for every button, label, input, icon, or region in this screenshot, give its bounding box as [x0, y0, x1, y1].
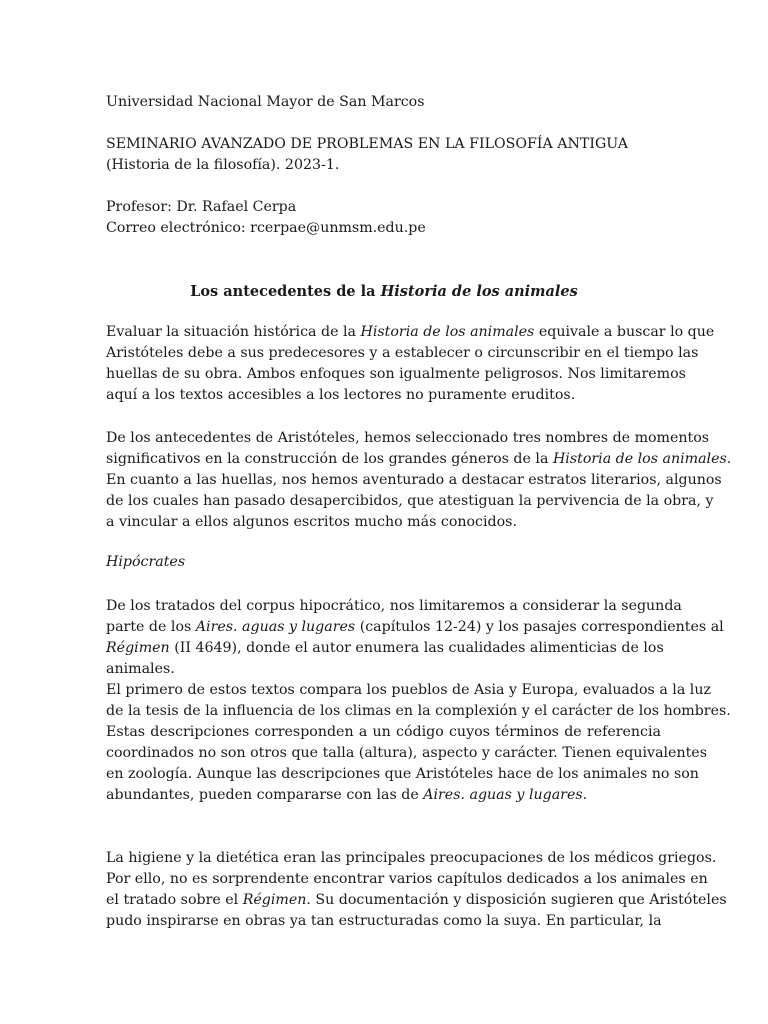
university-name: Universidad Nacional Mayor de San Marcos: [106, 94, 425, 110]
paragraph-2: [106, 428, 732, 533]
section-paragraph-2: [106, 680, 731, 806]
section-heading: Hipócrates: [106, 554, 186, 570]
text-line: coordinados no son otros que talla (altura), aspecto y carácter. Tienen equivalentes: [106, 745, 707, 761]
text-line: De los tratados del corpus hipocrático, nos limitaremos a considerar la segunda: [106, 598, 682, 614]
title-prefix: Los antecedentes de la: [190, 283, 381, 300]
italic-title-ref: Régimen: [242, 892, 307, 908]
text-line: Evaluar la situación histórica de la Historia de los animales equivale a buscar lo que: [106, 324, 715, 340]
text-line: Régimen (II 4649), donde el autor enumera las cualidades alimenticias de los: [106, 640, 664, 656]
text-line: pudo inspirarse en obras ya tan estructuradas como la suya. En particular, la: [106, 913, 662, 929]
text-line: Estas descripciones corresponden a un código cuyos términos de referencia: [106, 724, 661, 740]
text-line: animales.: [106, 661, 175, 677]
section-paragraph-3: [106, 848, 727, 932]
course-line: (Historia de la filosofía). 2023-1.: [106, 157, 340, 173]
italic-title-ref: Historia de los animales: [360, 324, 535, 340]
italic-title-ref: Aires. aguas y lugares: [195, 619, 356, 635]
text-line: de los cuales han pasado desapercibidos, que atestiguan la pervivencia de la obra, y: [106, 493, 714, 509]
text-line: En cuanto a las huellas, nos hemos aventurado a destacar estratos literarios, algunos: [106, 472, 722, 488]
seminar-name: SEMINARIO AVANZADO DE PROBLEMAS EN LA FILOSOFÍA ANTIGUA: [106, 136, 629, 152]
text-line: aquí a los textos accesibles a los lectores no puramente eruditos.: [106, 387, 576, 403]
document-title: [0, 281, 768, 302]
italic-title-ref: Régimen: [106, 640, 170, 656]
text-line: De los antecedentes de Aristóteles, hemos seleccionado tres nombres de momentos: [106, 430, 710, 446]
text-line: abundantes, pueden compararse con las de Aires. aguas y lugares.: [106, 787, 588, 803]
text-line: a vincular a ellos algunos escritos mucho más conocidos.: [106, 514, 517, 530]
text-line: El primero de estos textos compara los pueblos de Asia y Europa, evaluados a la luz: [106, 682, 711, 698]
text-line: Por ello, no es sorprendente encontrar varios capítulos dedicados a los animales en: [106, 871, 708, 887]
text-line: el tratado sobre el Régimen. Su documentación y disposición sugieren que Aristóteles: [106, 892, 727, 908]
professor-line: Profesor: Dr. Rafael Cerpa: [106, 199, 297, 215]
text-line: de la tesis de la influencia de los climas en la complexión y el carácter de los hombres.: [106, 703, 731, 719]
paragraph-1: [106, 322, 715, 406]
italic-title-ref: Aires. aguas y lugares: [423, 787, 583, 803]
italic-title-ref: Historia de los animales: [552, 451, 727, 467]
text-line: La higiene y la dietética eran las principales preocupaciones de los médicos griegos.: [106, 850, 717, 866]
title-italic: Historia de los animales: [380, 283, 578, 300]
email-line: Correo electrónico: rcerpae@unmsm.edu.pe: [106, 220, 426, 236]
text-line: huellas de su obra. Ambos enfoques son igualmente peligrosos. Nos limitaremos: [106, 366, 686, 382]
section-paragraph-1: [106, 596, 724, 680]
text-line: en zoología. Aunque las descripciones que Aristóteles hace de los animales no son: [106, 766, 699, 782]
text-line: Aristóteles debe a sus predecesores y a establecer o circunscribir en el tiempo las: [106, 345, 699, 361]
text-line: parte de los Aires. aguas y lugares (capítulos 12-24) y los pasajes correspondientes al: [106, 619, 724, 635]
text-line: significativos en la construcción de los grandes géneros de la Historia de los animales.: [106, 451, 732, 467]
